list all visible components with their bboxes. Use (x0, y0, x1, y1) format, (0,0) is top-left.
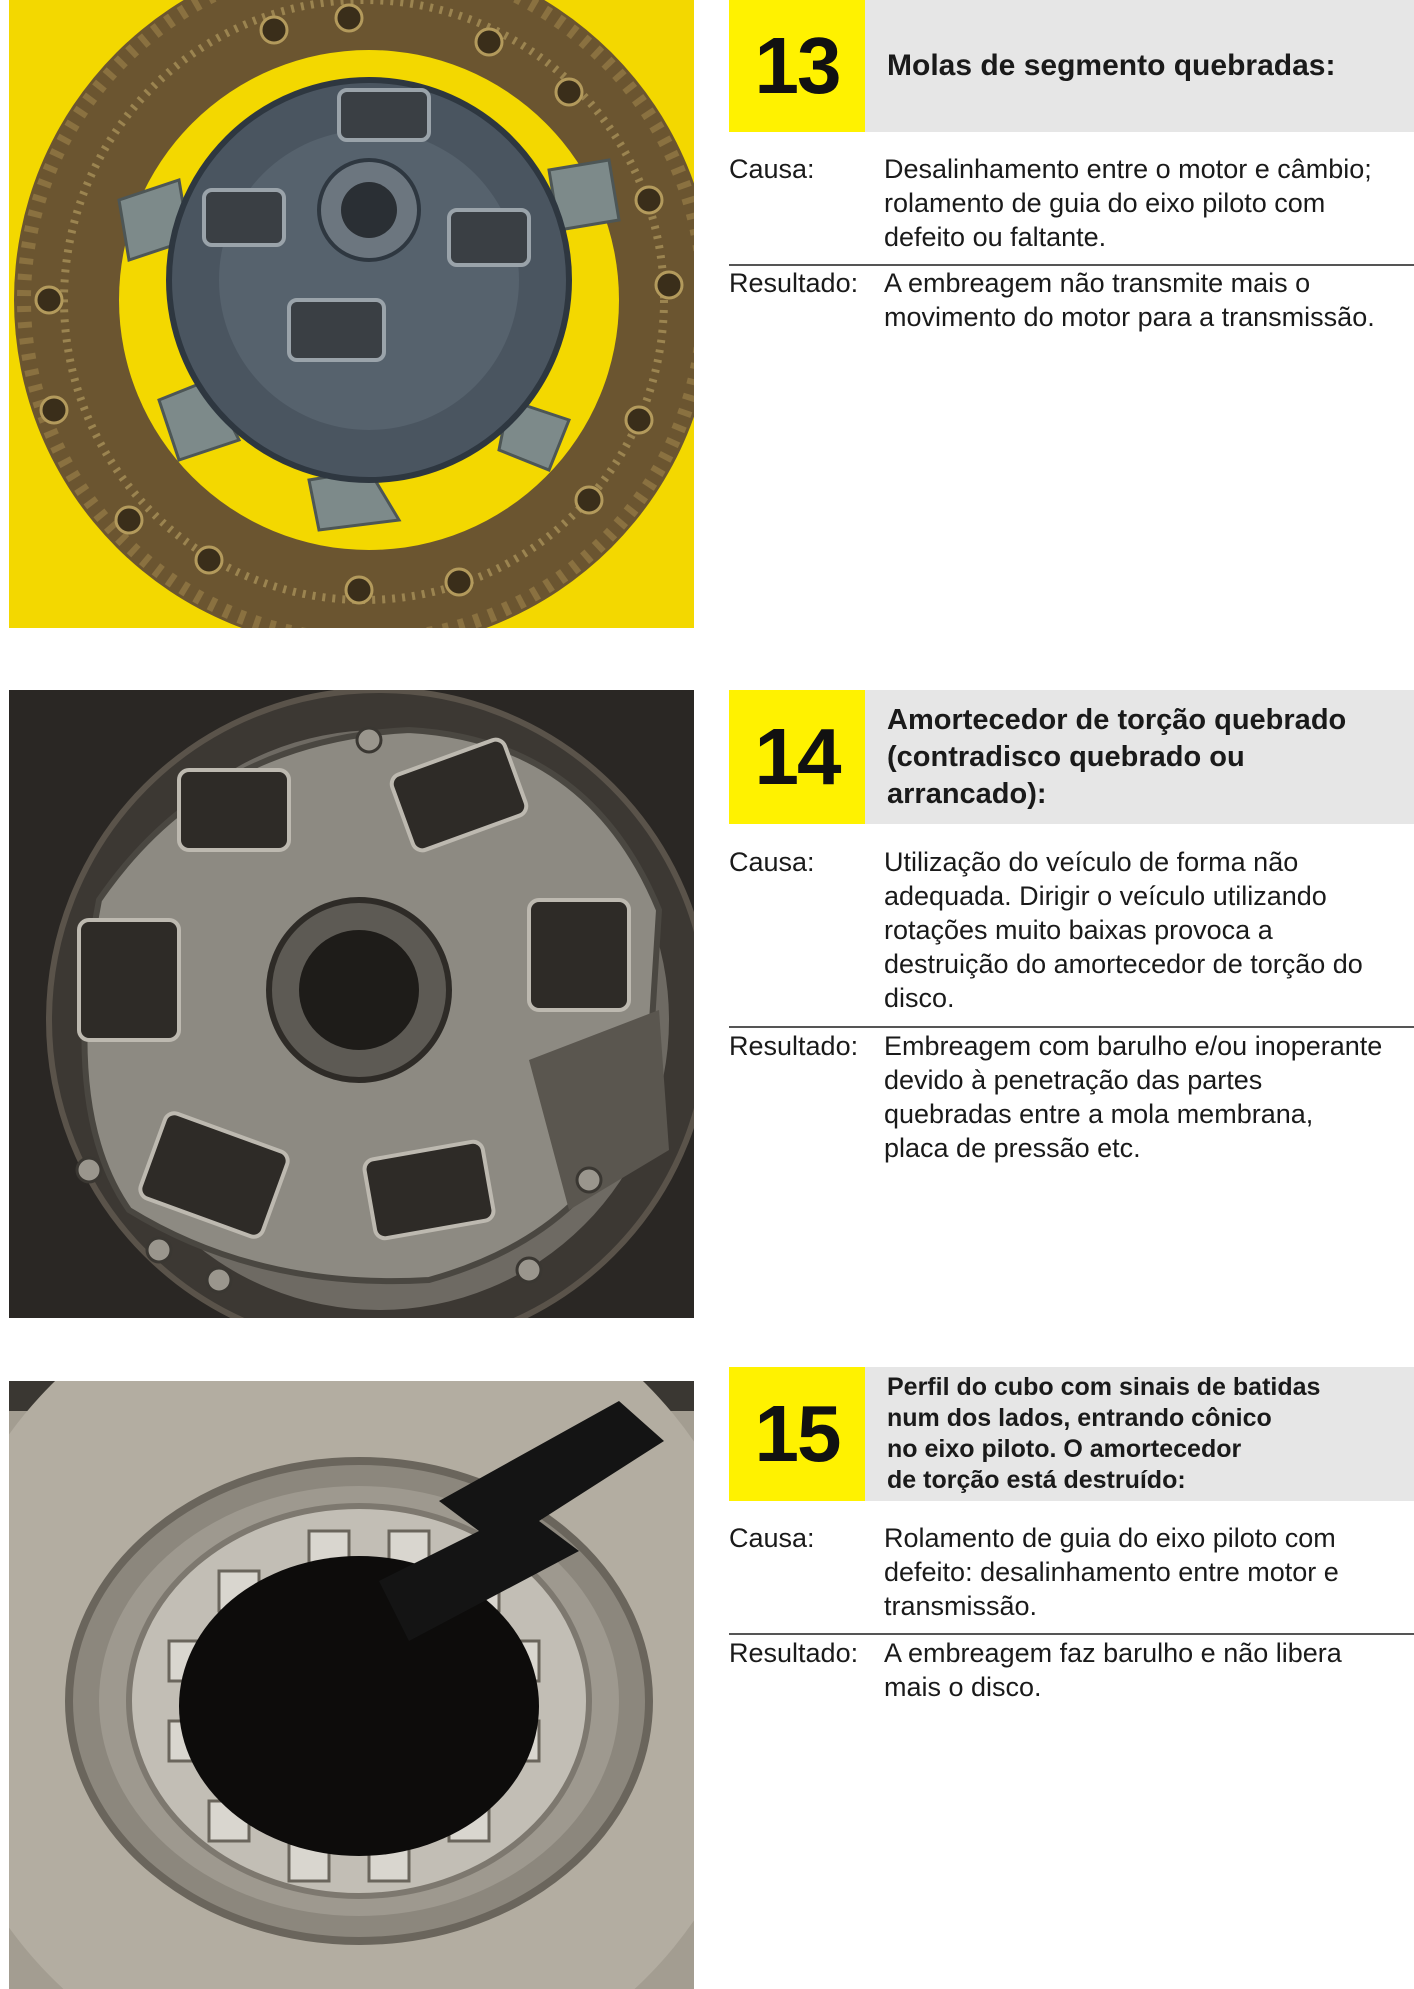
result-row-13 (729, 266, 1414, 334)
hub-profile-photo-15 (9, 1381, 694, 1989)
header-13 (729, 0, 1414, 132)
section-title: Molas de segmento quebradas: (887, 49, 1336, 82)
clutch-disc-photo-13 (9, 0, 694, 628)
result-label: Resultado: (729, 1031, 859, 1061)
cause-label: Causa: (729, 1523, 815, 1553)
cause-row-13 (729, 152, 1414, 254)
cause-label: Causa: (729, 154, 815, 184)
section-title: Amortecedor de torção quebrado (contradisco quebrado ou arrancado): (887, 703, 1347, 810)
result-text: Embreagem com barulho e/ou inoperante devido à penetração das partes quebradas entre a mola membrana, placa de pressão etc. (884, 1031, 1383, 1163)
section-number: 13 (754, 21, 840, 110)
section-title: Perfil do cubo com sinais de batidas num dos lados, entrando cônico no eixo piloto. O amortecedor de torção está destruído: (887, 1373, 1321, 1494)
header-15 (729, 1367, 1414, 1501)
section-number: 14 (754, 712, 840, 801)
result-text: A embreagem não transmite mais o movimento do motor para a transmissão. (884, 268, 1375, 332)
cause-text: Desalinhamento entre o motor e câmbio; rolamento de guia do eixo piloto com defeito ou faltante. (884, 154, 1372, 252)
result-row-15 (729, 1636, 1414, 1704)
cause-label: Causa: (729, 847, 815, 877)
result-text: A embreagem faz barulho e não libera mais o disco. (884, 1638, 1342, 1702)
cause-row-15 (729, 1521, 1414, 1623)
section-number: 15 (754, 1389, 840, 1478)
cause-row-14 (729, 845, 1414, 1015)
cause-text: Rolamento de guia do eixo piloto com defeito: desalinhamento entre motor e transmissão. (884, 1523, 1339, 1621)
divider (729, 1633, 1414, 1635)
result-label: Resultado: (729, 1638, 859, 1668)
divider (729, 1026, 1414, 1028)
clutch-disc-photo-14 (9, 690, 694, 1318)
cause-text: Utilização do veículo de forma não adequada. Dirigir o veículo utilizando rotações muito baixas provoca a destruição do amortecedor de torção do disco. (884, 847, 1363, 1013)
number-box (729, 0, 865, 132)
result-row-14 (729, 1029, 1414, 1165)
number-box (729, 1367, 865, 1501)
number-box (729, 690, 865, 824)
result-label: Resultado: (729, 268, 859, 298)
header-14 (729, 690, 1414, 824)
